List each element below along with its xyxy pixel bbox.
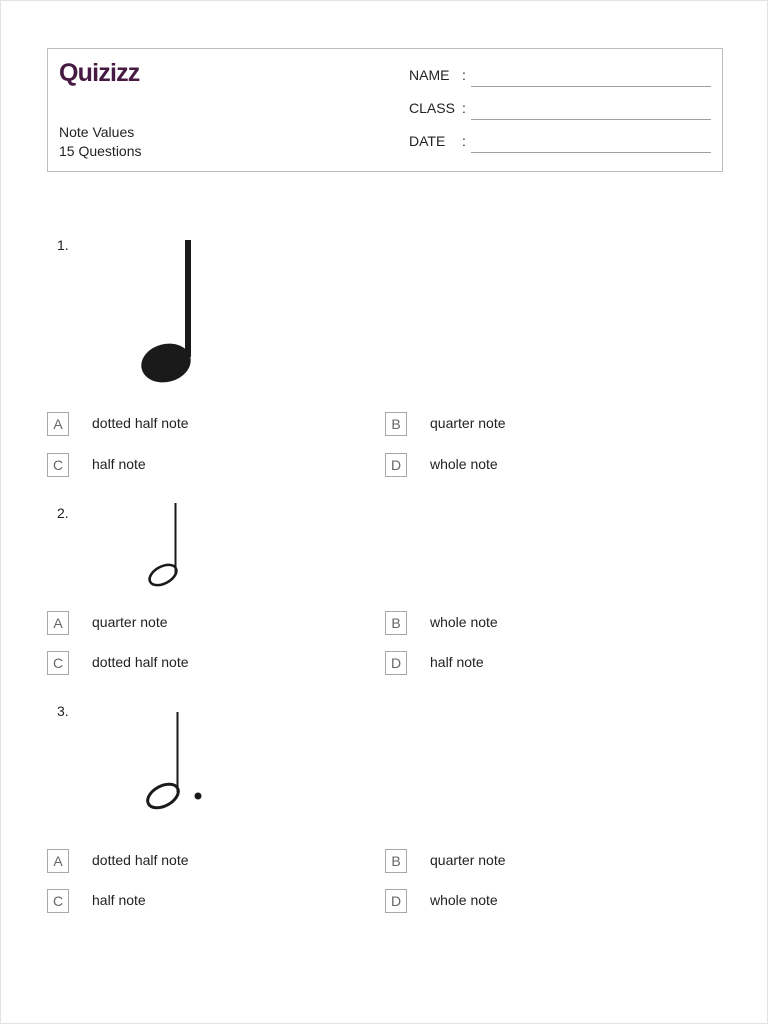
- question-count: 15 Questions: [59, 143, 142, 159]
- class-label: CLASS: [409, 100, 455, 116]
- half-note-icon: [145, 501, 183, 591]
- class-field: [409, 100, 711, 120]
- option-text: dotted half note: [92, 852, 189, 868]
- option-letter: C: [47, 889, 69, 913]
- name-colon: :: [462, 67, 466, 83]
- name-line: [471, 86, 711, 87]
- option-letter: C: [47, 651, 69, 675]
- class-colon: :: [462, 100, 466, 116]
- option-text: dotted half note: [92, 654, 189, 670]
- option-letter: D: [385, 651, 407, 675]
- question-number: 1.: [57, 237, 69, 253]
- date-line: [471, 152, 711, 153]
- option-letter: A: [47, 412, 69, 436]
- option-text: quarter note: [92, 614, 168, 630]
- option-text: half note: [430, 654, 484, 670]
- name-label: NAME: [409, 67, 450, 83]
- option-text: quarter note: [430, 415, 506, 431]
- quizizz-logo: Quizizz: [59, 59, 140, 87]
- question-number: 2.: [57, 505, 69, 521]
- quarter-note-icon: [139, 237, 197, 387]
- option-text: whole note: [430, 892, 498, 908]
- option-letter: A: [47, 849, 69, 873]
- quiz-title: Note Values: [59, 124, 135, 140]
- option-letter: B: [385, 849, 407, 873]
- name-input[interactable]: [471, 68, 711, 86]
- date-colon: :: [462, 133, 466, 149]
- worksheet-header: [47, 48, 723, 172]
- option-letter: D: [385, 453, 407, 477]
- class-input[interactable]: [471, 101, 711, 119]
- class-line: [471, 119, 711, 120]
- option-letter: D: [385, 889, 407, 913]
- name-field: [409, 67, 711, 87]
- option-text: half note: [92, 456, 146, 472]
- question-number: 3.: [57, 703, 69, 719]
- option-text: whole note: [430, 614, 498, 630]
- dotted-half-note-icon: [143, 710, 205, 814]
- date-label: DATE: [409, 133, 446, 149]
- date-field: [409, 133, 711, 153]
- date-input[interactable]: [471, 134, 711, 152]
- option-text: half note: [92, 892, 146, 908]
- option-text: whole note: [430, 456, 498, 472]
- option-letter: B: [385, 412, 407, 436]
- option-text: quarter note: [430, 852, 506, 868]
- option-letter: B: [385, 611, 407, 635]
- option-text: dotted half note: [92, 415, 189, 431]
- option-letter: C: [47, 453, 69, 477]
- option-letter: A: [47, 611, 69, 635]
